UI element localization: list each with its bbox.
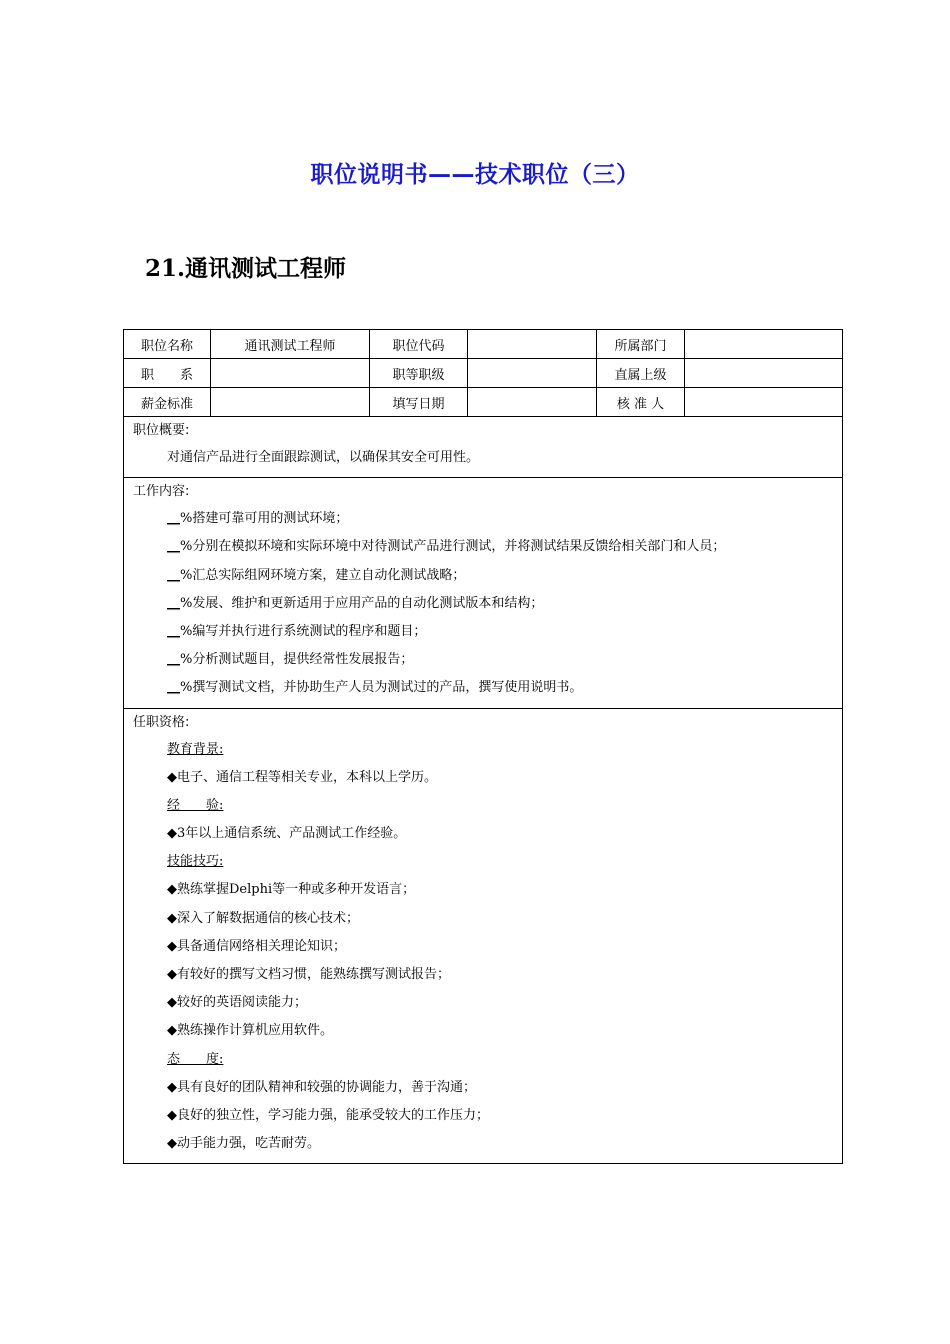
list-item: ◆熟练操作计算机应用软件。 xyxy=(167,1023,333,1039)
list-item xyxy=(124,590,842,618)
education-heading: 教育背景: xyxy=(167,741,224,757)
list-item: ◆深入了解数据通信的核心技术； xyxy=(167,910,359,926)
label-job-family: 职 系 xyxy=(124,359,211,387)
experience-heading: 经 验: xyxy=(167,797,224,813)
list-item xyxy=(124,618,842,646)
label-position-code: 职位代码 xyxy=(370,330,468,358)
list-item: ◆动手能力强，吃苦耐劳。 xyxy=(167,1136,320,1152)
header-row xyxy=(124,388,842,417)
value-supervisor xyxy=(685,359,842,387)
header-row xyxy=(124,359,842,388)
overview-section xyxy=(124,417,842,478)
duties-label: 工作内容: xyxy=(133,484,190,500)
item-marker: __ xyxy=(167,680,180,696)
value-fill-date xyxy=(468,388,597,416)
attitude-heading-row xyxy=(124,1046,842,1074)
list-item: ◆熟练掌握Delphi等一种或多种开发语言； xyxy=(167,882,416,898)
list-item xyxy=(124,562,842,590)
duty-text: %分析测试题目，提供经常性发展报告； xyxy=(180,652,414,668)
attitude-heading: 态 度: xyxy=(167,1051,224,1067)
skills-heading: 技能技巧: xyxy=(167,854,224,870)
list-item: ◆3年以上通信系统、产品测试工作经验。 xyxy=(167,826,407,842)
duty-text: %发展、维护和更新适用于应用产品的自动化测试版本和结构； xyxy=(180,595,544,611)
duties-section xyxy=(124,478,842,708)
duty-text: %分别在模拟环境和实际环境中对待测试产品进行测试，并将测试结果反馈给相关部门和人员； xyxy=(180,539,726,555)
duty-text: %撰写测试文档，并协助生产人员为测试过的产品，撰写使用说明书。 xyxy=(180,680,583,696)
item-marker: __ xyxy=(167,623,180,639)
label-job-grade: 职等职级 xyxy=(370,359,468,387)
value-job-family xyxy=(211,359,370,387)
item-marker: __ xyxy=(167,567,180,583)
value-salary xyxy=(211,388,370,416)
list-item xyxy=(124,533,842,561)
value-approver xyxy=(685,388,842,416)
duty-text: %搭建可靠可用的测试环境； xyxy=(180,511,349,527)
list-item xyxy=(124,505,842,533)
item-marker: __ xyxy=(167,652,180,668)
header-row xyxy=(124,330,842,359)
item-marker: __ xyxy=(167,511,180,527)
label-supervisor: 直属上级 xyxy=(597,359,685,387)
skills-heading-row xyxy=(124,848,842,876)
value-position-name: 通讯测试工程师 xyxy=(211,330,370,358)
education-heading-row xyxy=(124,736,842,764)
qualifications-section xyxy=(124,709,842,1164)
job-description-table xyxy=(123,329,843,1164)
label-approver: 核 准 人 xyxy=(597,388,685,416)
list-item: ◆具备通信网络相关理论知识； xyxy=(167,938,346,954)
list-item: ◆具有良好的团队精神和较强的协调能力，善于沟通； xyxy=(167,1079,476,1095)
item-marker: __ xyxy=(167,539,180,555)
experience-heading-row xyxy=(124,792,842,820)
duty-text: %汇总实际组网环境方案，建立自动化测试战略； xyxy=(180,567,466,583)
overview-label: 职位概要: xyxy=(133,423,190,438)
list-item xyxy=(124,674,842,702)
list-item: ◆良好的独立性，学习能力强，能承受较大的工作压力； xyxy=(167,1107,489,1123)
label-position-name: 职位名称 xyxy=(124,330,211,358)
section-title: 21.通讯测试工程师 xyxy=(145,255,347,282)
item-marker: __ xyxy=(167,595,180,611)
list-item: ◆较好的英语阅读能力； xyxy=(167,995,307,1011)
label-fill-date: 填写日期 xyxy=(370,388,468,416)
value-job-grade xyxy=(468,359,597,387)
label-department: 所属部门 xyxy=(597,330,685,358)
qualifications-label: 任职资格: xyxy=(133,714,190,730)
list-item: ◆电子、通信工程等相关专业，本科以上学历。 xyxy=(167,769,437,785)
list-item xyxy=(124,646,842,674)
list-item: ◆有较好的撰写文档习惯，能熟练撰写测试报告； xyxy=(167,967,450,982)
label-salary: 薪金标准 xyxy=(124,388,211,416)
value-position-code xyxy=(468,330,597,358)
duty-text: %编写并执行进行系统测试的程序和题目； xyxy=(180,623,427,639)
value-department xyxy=(685,330,842,358)
overview-text: 对通信产品进行全面跟踪测试，以确保其安全可用性。 xyxy=(167,450,480,465)
document-title: 职位说明书——技术职位（三） xyxy=(310,162,640,188)
